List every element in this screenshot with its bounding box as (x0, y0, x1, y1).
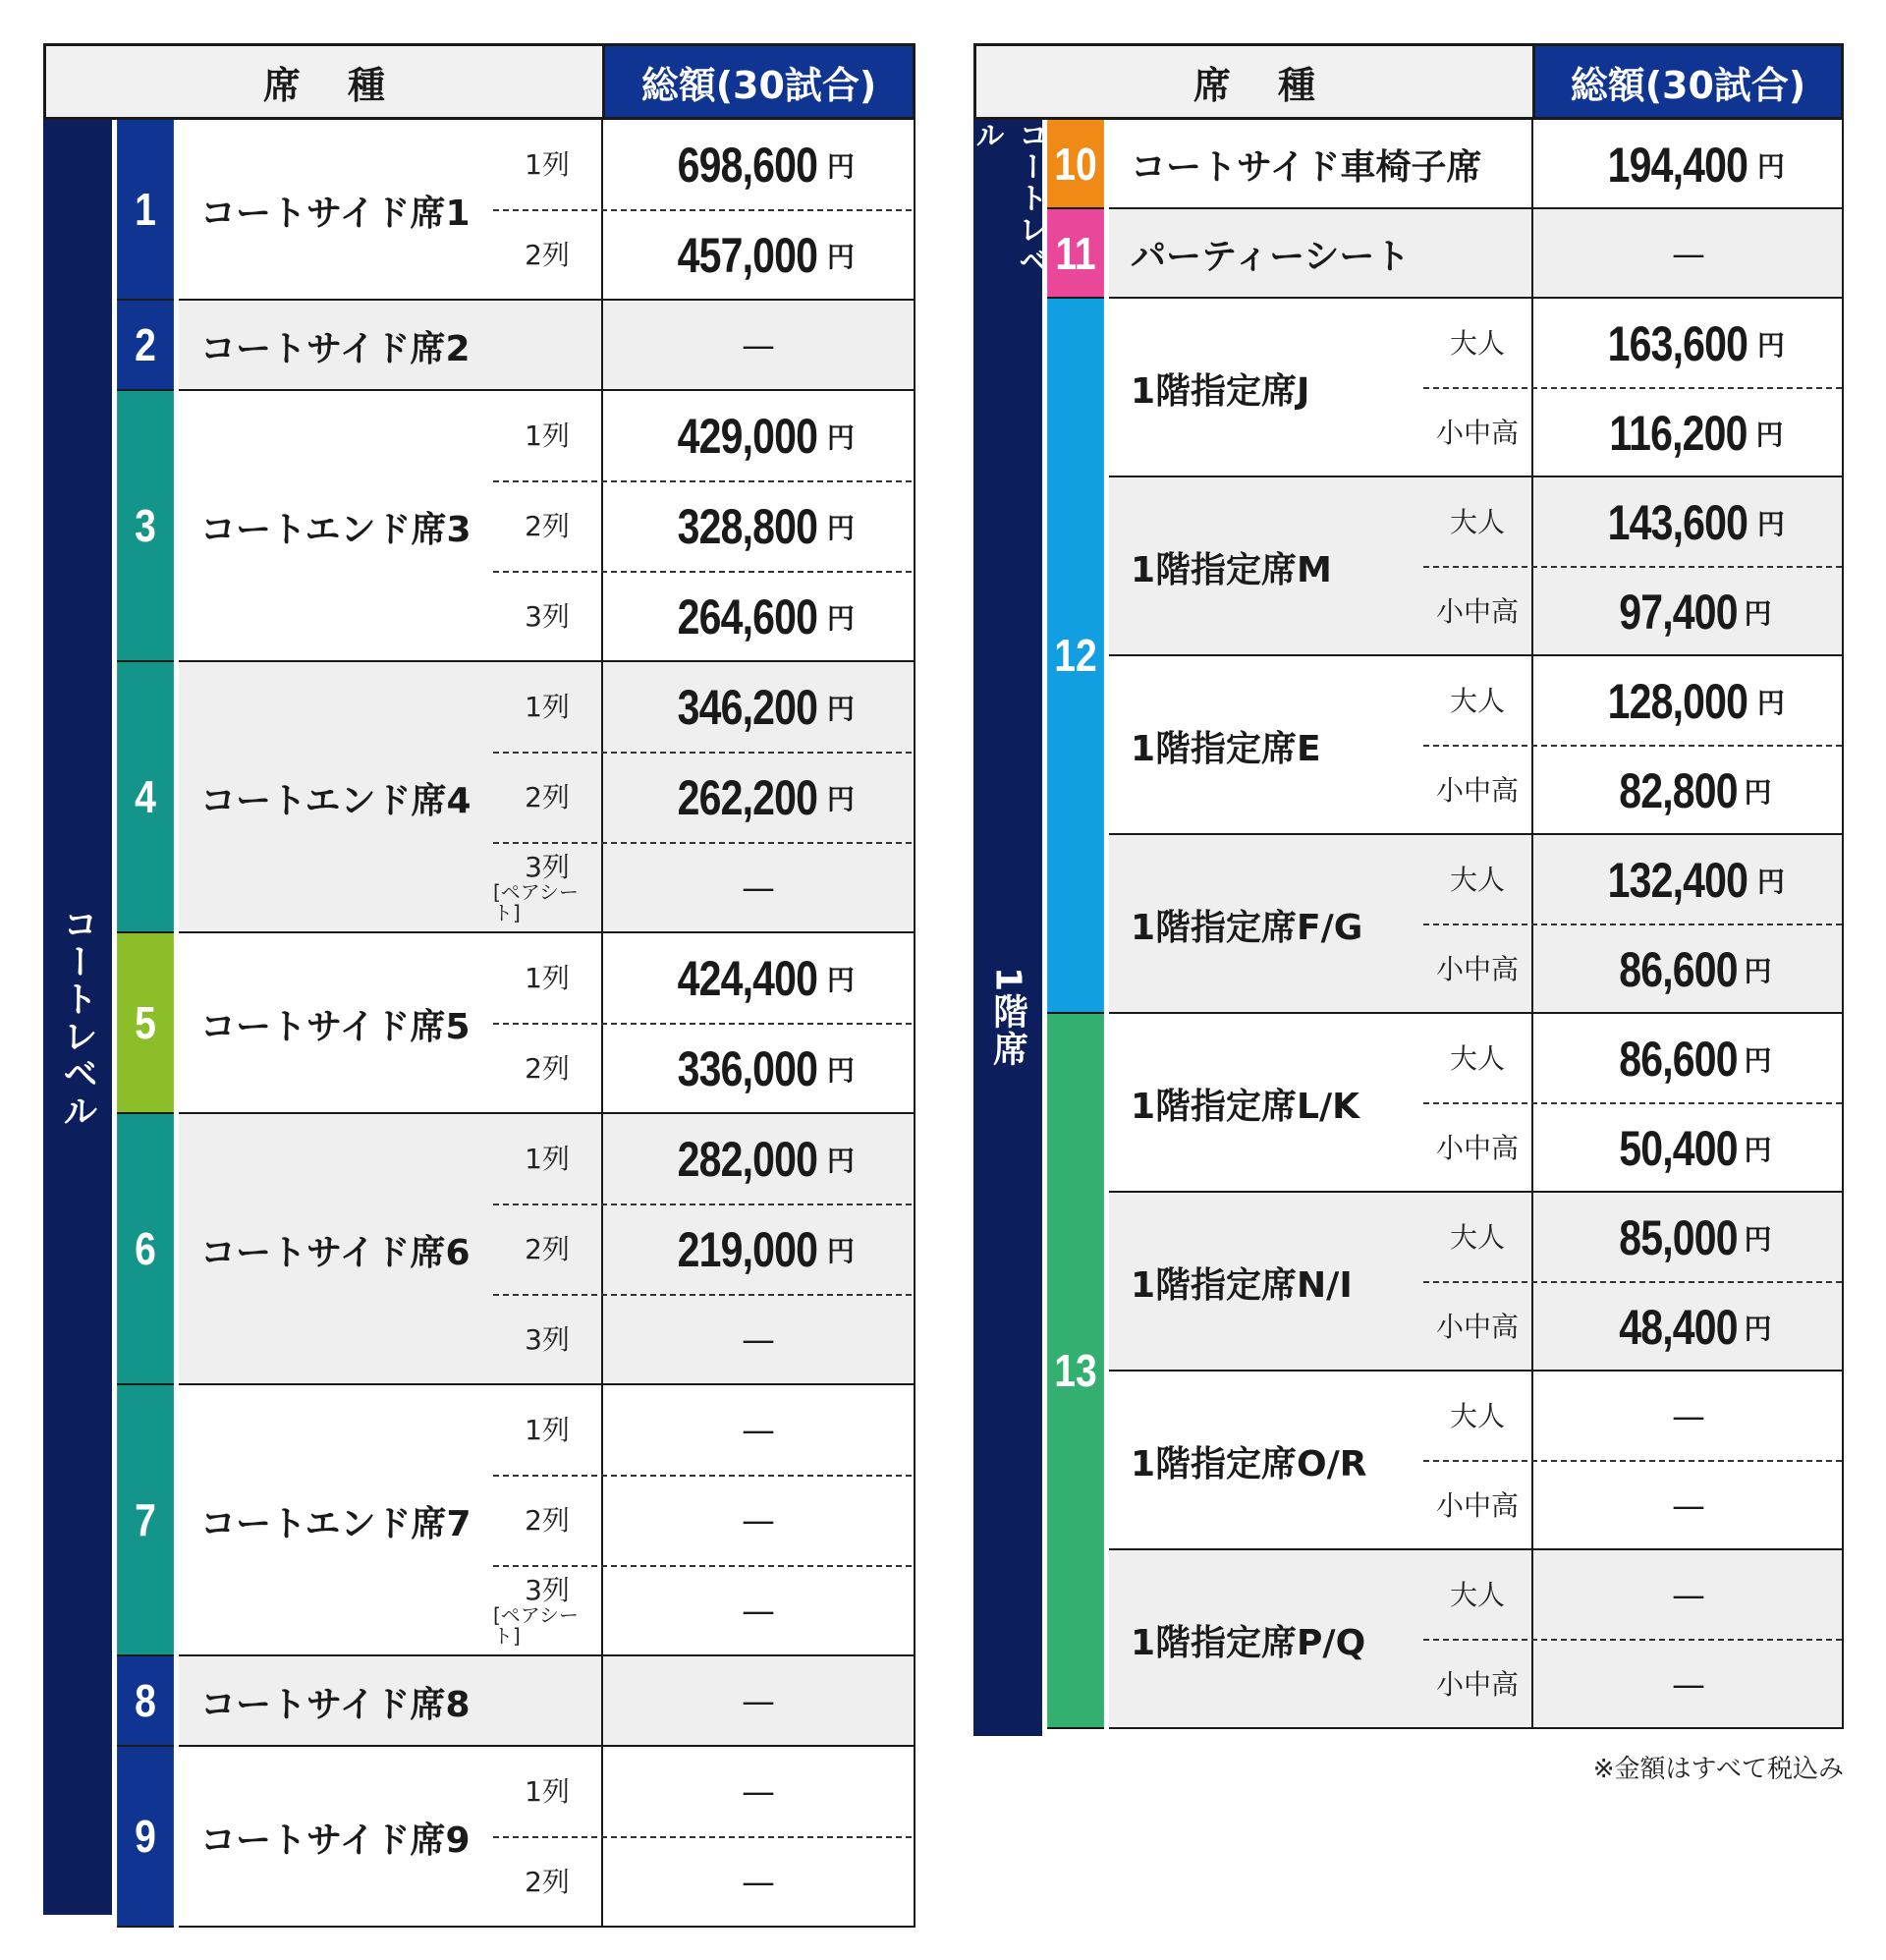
price-cell (1533, 924, 1844, 1014)
price-value: — (1672, 1575, 1705, 1615)
row-label (493, 1747, 601, 1837)
row-separator (1423, 1102, 1842, 1104)
price-cell (1533, 1014, 1844, 1103)
yen-unit: 円 (826, 1054, 855, 1087)
price-cell (603, 1024, 914, 1114)
seat-row (1109, 656, 1844, 835)
price-value: 346,200 (677, 680, 818, 735)
yen-unit: 円 (1756, 149, 1785, 183)
yen-unit: 円 (1744, 1043, 1772, 1077)
row-number: 3列 (525, 600, 570, 634)
yen-unit: 円 (1744, 1312, 1772, 1345)
price-cell (603, 210, 914, 301)
row-separator (493, 1294, 912, 1296)
price-cell (1533, 1282, 1844, 1372)
row-number: 2列 (525, 1052, 570, 1086)
seat-row (179, 1385, 915, 1656)
row-label (493, 843, 601, 933)
yen-unit: 円 (826, 1145, 855, 1177)
seat-row (179, 1656, 915, 1747)
price-cell (603, 1204, 914, 1295)
seat-row (1109, 209, 1844, 299)
section-number: 4 (117, 662, 174, 933)
header-seat-type-char: 種 (348, 63, 386, 107)
price-value: 336,000 (677, 1041, 818, 1096)
row-label (493, 1204, 601, 1295)
row-number: 1列 (525, 962, 570, 995)
seat-row (179, 933, 915, 1114)
row-number: 2列 (525, 239, 570, 272)
price-cell (603, 1114, 914, 1204)
price-value: — (742, 1682, 775, 1721)
row-separator (1423, 1460, 1842, 1462)
row-number: 1列 (525, 148, 570, 182)
price-value: 86,600 (1618, 1031, 1738, 1087)
seat-row (179, 662, 915, 933)
header-total: 総額(30試合) (605, 43, 915, 120)
adult-label: 大人 (1449, 326, 1505, 360)
pair-seat-note: [ペアシート] (493, 1602, 580, 1648)
section-number: 6 (117, 1114, 174, 1385)
yen-unit: 円 (826, 421, 855, 454)
price-cell (603, 481, 914, 572)
yen-unit: 円 (826, 602, 855, 635)
yen-unit: 円 (1756, 865, 1785, 898)
row-number: 2列 (525, 1866, 570, 1899)
row-separator (493, 1204, 912, 1205)
price-cell (603, 1385, 914, 1476)
price-cell (603, 753, 914, 843)
seat-name: コートサイド席6 (200, 1232, 471, 1273)
seat-row (179, 301, 915, 391)
tax-footnote: ※金額はすべて税込み (1592, 1755, 1844, 1784)
row-number: 1列 (525, 420, 570, 453)
price-cell (603, 391, 914, 481)
section-number: 2 (117, 301, 174, 391)
price-cell (1533, 299, 1844, 388)
row-label (493, 572, 601, 662)
row-number: 2列 (525, 510, 570, 543)
row-number: 2列 (525, 1233, 570, 1266)
right-price-table (970, 43, 1844, 1736)
adult-label: 大人 (1449, 1041, 1505, 1075)
price-value: 698,600 (677, 138, 818, 193)
seat-row (179, 1747, 915, 1928)
price-cell (1533, 1550, 1844, 1640)
level-bar (43, 120, 112, 1915)
court-level-bar (970, 120, 1047, 299)
price-value: — (1672, 1485, 1705, 1526)
price-value: 429,000 (677, 409, 818, 464)
row-number: 1列 (525, 691, 570, 724)
row-label (493, 210, 601, 301)
price-value: 128,000 (1607, 673, 1748, 729)
yen-unit: 円 (1756, 328, 1785, 362)
seat-row (1109, 299, 1844, 477)
price-value: — (742, 868, 775, 908)
price-cell (1533, 120, 1844, 209)
section-number: 8 (117, 1656, 174, 1747)
seat-row (1109, 1193, 1844, 1372)
seat-name: 1階指定席E (1131, 728, 1321, 769)
seat-name: 1階指定席P/Q (1131, 1622, 1366, 1663)
yen-unit: 円 (1744, 954, 1772, 987)
seat-name: コートサイド席9 (200, 1820, 471, 1861)
seat-row (179, 1114, 915, 1385)
seat-row (1109, 477, 1844, 656)
price-value: — (1672, 1664, 1705, 1705)
seat-row (1109, 1550, 1844, 1729)
yen-unit: 円 (826, 783, 855, 815)
price-value: — (742, 326, 775, 365)
row-label (493, 933, 601, 1024)
floor-level-bar (973, 299, 1042, 1736)
yen-unit: 円 (826, 1235, 855, 1267)
price-value: 282,000 (677, 1132, 818, 1187)
header-seat-type (43, 43, 605, 120)
row-separator (493, 752, 912, 754)
price-cell (1533, 388, 1844, 477)
seat-row (1109, 1014, 1844, 1193)
row-label (493, 1476, 601, 1566)
pair-seat-note: [ペアシート] (493, 879, 580, 924)
price-cell (1533, 746, 1844, 835)
section-number: 10 (1047, 120, 1104, 209)
price-value: 143,600 (1607, 494, 1748, 550)
row-label (493, 1385, 601, 1476)
child-label: 小中高 (1435, 1131, 1519, 1164)
price-cell (603, 120, 914, 210)
row-separator (493, 209, 912, 211)
price-value: 116,200 (1608, 405, 1747, 461)
row-separator (493, 1565, 912, 1567)
price-cell (603, 933, 914, 1024)
header-seat-type (973, 43, 1535, 120)
section-number: 1 (117, 120, 174, 301)
adult-label: 大人 (1449, 1399, 1505, 1432)
price-cell (1533, 1461, 1844, 1550)
price-cell (603, 1837, 914, 1928)
row-label (493, 1837, 601, 1928)
adult-label: 大人 (1449, 1220, 1505, 1254)
price-cell (1533, 1372, 1844, 1461)
yen-unit: 円 (826, 241, 855, 273)
price-cell (603, 572, 914, 662)
price-cell (603, 301, 914, 391)
seat-row (179, 120, 915, 301)
price-cell (1533, 209, 1844, 299)
price-cell (603, 662, 914, 753)
row-separator (493, 1023, 912, 1025)
row-number: 3列 (525, 851, 570, 884)
row-number: 1列 (525, 1143, 570, 1176)
price-value: — (742, 1592, 775, 1631)
section-number: 12 (1047, 299, 1104, 1014)
seat-name: コートサイド席1 (200, 193, 471, 234)
header-seat-type-char: 席 (262, 63, 301, 107)
price-cell (603, 843, 914, 933)
price-value: 457,000 (677, 228, 818, 283)
seat-name: 1階指定席N/I (1131, 1264, 1353, 1306)
row-number: 2列 (525, 1504, 570, 1538)
price-value: 264,600 (677, 589, 818, 644)
row-label (493, 1566, 601, 1656)
row-label (493, 391, 601, 481)
price-value: — (1672, 234, 1705, 274)
seat-name: コートエンド席7 (200, 1503, 472, 1544)
row-number: 3列 (525, 1323, 570, 1357)
child-label: 小中高 (1435, 773, 1519, 807)
seat-name: コートサイド席5 (200, 1006, 471, 1047)
row-separator (493, 1475, 912, 1477)
price-cell (603, 1656, 914, 1747)
adult-label: 大人 (1449, 505, 1505, 538)
child-label: 小中高 (1435, 1488, 1519, 1522)
price-value: 85,000 (1618, 1209, 1738, 1265)
seat-row (1109, 1372, 1844, 1550)
row-label (493, 481, 601, 572)
price-value: 328,800 (677, 499, 818, 554)
price-cell (603, 1747, 914, 1837)
price-value: 163,600 (1607, 315, 1748, 371)
seat-name: コートエンド席3 (200, 509, 472, 550)
row-label (493, 1024, 601, 1114)
row-separator (1423, 1639, 1842, 1641)
price-value: 262,200 (677, 770, 818, 825)
floor-level-label: 1階席 (987, 966, 1028, 1069)
adult-label: 大人 (1449, 1578, 1505, 1611)
price-cell (1533, 567, 1844, 656)
price-value: — (742, 1501, 775, 1540)
header-total: 総額(30試合) (1535, 43, 1844, 120)
yen-unit: 円 (1744, 1222, 1772, 1256)
row-number: 3列 (525, 1574, 570, 1607)
seat-name: コートサイド席8 (200, 1684, 471, 1725)
yen-unit: 円 (1756, 507, 1785, 540)
price-value: — (742, 1863, 775, 1902)
seat-row (1109, 835, 1844, 1014)
price-value: 194,400 (1607, 137, 1748, 193)
price-value: 424,400 (677, 951, 818, 1006)
section-number: 7 (117, 1385, 174, 1656)
seat-name: コートエンド席4 (200, 780, 472, 821)
price-value: — (742, 1320, 775, 1360)
yen-unit: 円 (826, 150, 855, 183)
price-cell (1533, 1640, 1844, 1729)
price-value: — (742, 1411, 775, 1450)
section-number: 11 (1047, 209, 1104, 299)
seat-name: 1階指定席M (1131, 549, 1332, 590)
row-label (493, 662, 601, 753)
adult-label: 大人 (1449, 684, 1505, 717)
price-cell (1533, 835, 1844, 924)
seat-name: パーティーシート (1131, 237, 1411, 277)
seat-row (1109, 120, 1844, 209)
seat-name: 1階指定席O/R (1131, 1443, 1367, 1484)
price-value: 86,600 (1618, 941, 1738, 997)
yen-unit: 円 (826, 693, 855, 725)
row-separator (493, 842, 912, 844)
price-value: 97,400 (1618, 584, 1738, 640)
price-cell (1533, 1193, 1844, 1282)
yen-unit: 円 (826, 964, 855, 996)
header-seat-type-char: 種 (1278, 63, 1316, 107)
seat-name: 1階指定席F/G (1131, 907, 1363, 948)
price-cell (1533, 656, 1844, 746)
row-number: 2列 (525, 781, 570, 814)
row-label (493, 120, 601, 210)
row-separator (1423, 566, 1842, 568)
price-value: — (742, 1772, 775, 1812)
yen-unit: 円 (826, 512, 855, 544)
section-number: 13 (1047, 1014, 1104, 1729)
child-label: 小中高 (1435, 416, 1519, 449)
price-value: 50,400 (1618, 1120, 1738, 1176)
child-label: 小中高 (1435, 594, 1519, 628)
price-cell (1533, 1103, 1844, 1193)
row-separator (493, 480, 912, 482)
yen-unit: 円 (1744, 596, 1772, 630)
row-label (493, 1295, 601, 1385)
price-cell (603, 1566, 914, 1656)
row-separator (1423, 1281, 1842, 1283)
price-cell (603, 1476, 914, 1566)
row-separator (1423, 387, 1842, 389)
row-label (493, 753, 601, 843)
child-label: 小中高 (1435, 1310, 1519, 1343)
seat-row (179, 391, 915, 662)
price-value: 82,800 (1618, 762, 1738, 818)
seat-name: コートサイド席2 (200, 328, 471, 369)
seat-name: 1階指定席L/K (1131, 1086, 1360, 1127)
seat-name: コートサイド車椅子席 (1131, 147, 1482, 188)
yen-unit: 円 (1756, 686, 1785, 719)
yen-unit: 円 (1755, 418, 1784, 451)
row-number: 1列 (525, 1414, 570, 1447)
child-label: 小中高 (1435, 952, 1519, 985)
price-value: 48,400 (1618, 1299, 1738, 1355)
header-seat-type-char: 席 (1193, 63, 1231, 107)
section-number: 9 (117, 1747, 174, 1928)
seat-name: 1階指定席J (1131, 370, 1310, 412)
row-separator (493, 571, 912, 573)
row-label (493, 1114, 601, 1204)
price-cell (1533, 477, 1844, 567)
row-separator (1423, 745, 1842, 747)
level-label: コートレベル (57, 905, 98, 1130)
price-value: 219,000 (677, 1222, 818, 1277)
price-value: 132,400 (1607, 852, 1748, 908)
child-label: 小中高 (1435, 1667, 1519, 1701)
row-number: 1列 (525, 1775, 570, 1809)
left-price-table (43, 43, 915, 1915)
yen-unit: 円 (1744, 1133, 1772, 1166)
section-number: 3 (117, 391, 174, 662)
price-cell (603, 1295, 914, 1385)
section-number: 5 (117, 933, 174, 1114)
row-separator (493, 1836, 912, 1838)
yen-unit: 円 (1744, 775, 1772, 809)
court-level-label: コートレベル (970, 120, 1047, 277)
price-value: — (1672, 1396, 1705, 1436)
row-separator (1423, 924, 1842, 925)
adult-label: 大人 (1449, 863, 1505, 896)
